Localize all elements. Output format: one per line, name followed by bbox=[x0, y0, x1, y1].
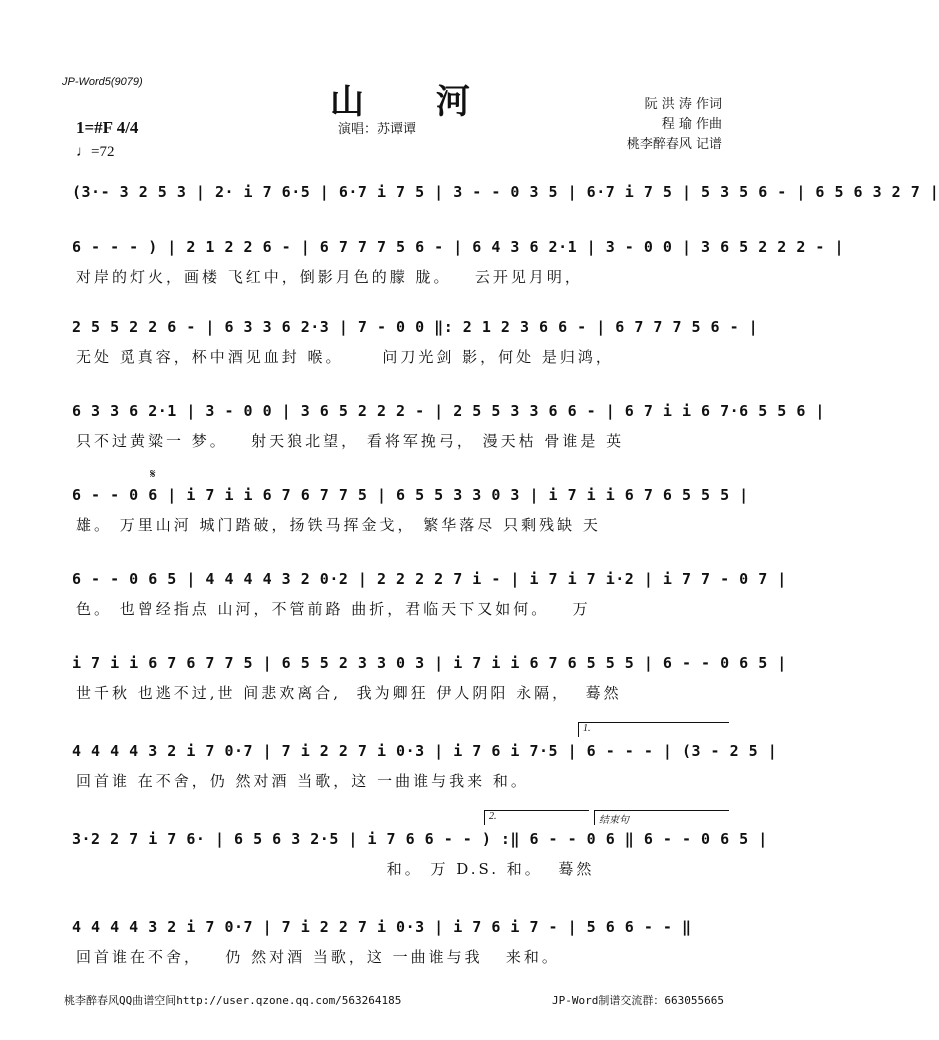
score-row-1-notes: (3·- 3 2 5 3 | 2· i 7 6·5 | 6·7 i 7 5 | 3 - - 0 3 5 | 6·7 i 7 5 | 5 3 5 6 - | 6 5 6 3 2 7 | bbox=[72, 183, 939, 201]
score-row-10-lyrics: 回首谁在不舍， 仍 然对酒 当歌，这 一曲谁与我 来和。 bbox=[76, 948, 560, 966]
footer-right: JP-Word制谱交流群：663055665 bbox=[552, 994, 724, 1007]
score-row-3-lyrics: 无处 觅真容，杯中酒见血封 喉。 问刀光剑 影，何处 是归鸿， bbox=[76, 348, 614, 366]
score-row-5-notes: 6 - - 0 6 | i 7 i i 6 7 6 7 7 5 | 6 5 5 3 3 0 3 | i 7 i i 6 7 6 5 5 5 | bbox=[72, 486, 749, 504]
lyricist-credit: 阮 洪 涛 作词 bbox=[644, 97, 722, 112]
score-row-4-lyrics: 只不过黄粱一 梦。 射天狼北望， 看将军挽弓， 漫天枯 骨谁是 英 bbox=[76, 432, 625, 450]
score-row-2-lyrics: 对岸的灯火，画楼 飞红中，倒影月色的朦 胧。 云开见月明， bbox=[76, 268, 583, 286]
score-row-9-lyrics: 和。 万 D.S. 和。 蓦然 bbox=[76, 860, 595, 878]
score-row-4-notes: 6 3 3 6 2·1 | 3 - 0 0 | 3 6 5 2 2 2 - | 2 5 5 3 3 6 6 - | 6 7 i i 6 7·6 5 5 6 | bbox=[72, 402, 825, 420]
software-label: JP-Word5(9079) bbox=[62, 76, 143, 88]
score-row-8-lyrics: 回首谁 在不舍，仍 然对酒 当歌，这 一曲谁与我来 和。 bbox=[76, 772, 529, 790]
composer-credit: 程 瑜 作曲 bbox=[661, 117, 722, 132]
volta-1: 1. bbox=[578, 722, 729, 737]
score-row-9-notes: 3·2 2 7 i 7 6· | 6 5 6 3 2·5 | i 7 6 6 - - ) :‖ 6 - - 0 6 ‖ 6 - - 0 6 5 | bbox=[72, 830, 768, 848]
credits-block bbox=[627, 95, 722, 155]
tempo-mark: ♩=72 bbox=[76, 144, 115, 160]
score-row-6-notes: 6 - - 0 6 5 | 4 4 4 4 3 2 0·2 | 2 2 2 2 7 i - | i 7 i 7 i·2 | i 7 7 - 0 7 | bbox=[72, 570, 787, 588]
score-row-6-lyrics: 色。 也曾经指点 山河，不管前路 曲折，君临天下又如何。 万 bbox=[76, 600, 591, 618]
singer-credit: 演唱：苏谭谭 bbox=[338, 122, 417, 137]
key-signature: 1=#F 4/4 bbox=[76, 118, 139, 137]
coda-label: 结束句 bbox=[594, 810, 729, 825]
score-row-10-notes: 4 4 4 4 3 2 i 7 0·7 | 7 i 2 2 7 i 0·3 | i 7 6 i 7 - | 5 6 6 - - ‖ bbox=[72, 918, 692, 936]
score-row-7-lyrics: 世千秋 也逃不过,世 间悲欢离合, 我为卿狂 伊人阴阳 永隔， 蓦然 bbox=[76, 684, 622, 702]
volta-2: 2. bbox=[484, 810, 589, 825]
score-row-2-notes: 6 - - - ) | 2 1 2 2 6 - | 6 7 7 7 5 6 - | 6 4 3 6 2·1 | 3 - 0 0 | 3 6 5 2 2 2 - | bbox=[72, 238, 844, 256]
score-row-8-notes: 4 4 4 4 3 2 i 7 0·7 | 7 i 2 2 7 i 0·3 | i 7 6 i 7·5 | 6 - - - | (3 - 2 5 | bbox=[72, 742, 778, 760]
score-row-7-notes: i 7 i i 6 7 6 7 7 5 | 6 5 5 2 3 3 0 3 | i 7 i i 6 7 6 5 5 5 | 6 - - 0 6 5 | bbox=[72, 654, 787, 672]
transcriber-credit: 桃李醉春风 记谱 bbox=[626, 137, 722, 152]
segno-mark: 𝄋 bbox=[150, 466, 156, 481]
footer-left: 桃李醉春风QQ曲谱空间http://user.qzone.qq.com/563264185 bbox=[64, 994, 402, 1007]
score-row-5-lyrics: 雄。 万里山河 城门踏破，扬铁马挥金戈， 繁华落尽 只剩残缺 天 bbox=[76, 516, 601, 534]
score-row-3-notes: 2 5 5 2 2 6 - | 6 3 3 6 2·3 | 7 - 0 0 ‖: 2 1 2 3 6 6 - | 6 7 7 7 5 6 - | bbox=[72, 318, 759, 336]
song-title: 山 河 bbox=[330, 82, 500, 122]
